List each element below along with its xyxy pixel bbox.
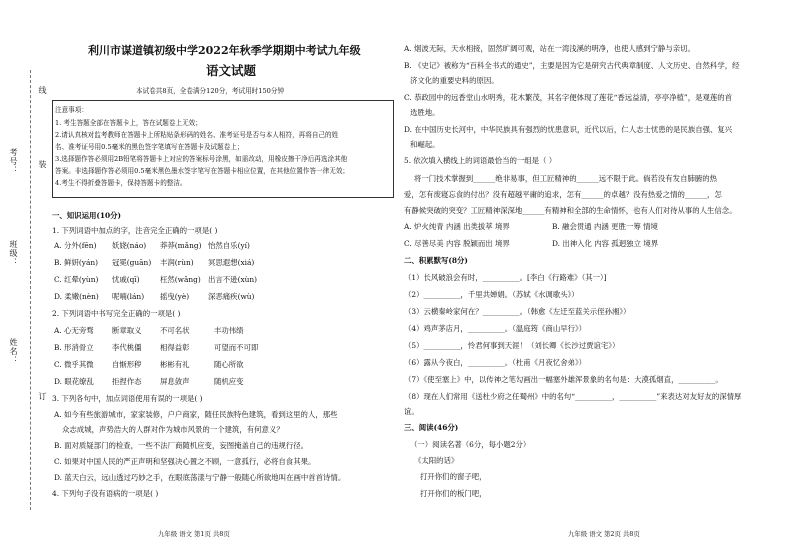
option-text: 呢喃(lán): [112, 292, 145, 301]
exam-title: 利川市谋道镇初级中学2022年秋季学期期中考试九年级: [88, 44, 361, 57]
option-text: A. 炉火纯青 内涵 出类拔萃 境界: [404, 222, 510, 231]
option-text: C. 恭政园中的远香堂山水明秀，花木繁茂，其名字便体现了莲花“香远益清，亭亭净植”，是观莲的首: [404, 93, 733, 102]
class-label: 班级：: [9, 240, 18, 267]
recitation-item: （5）__________，怜君何事到天涯！（刘长卿《长沙过贾谊宅》）: [404, 341, 620, 350]
option-text: B. 形消骨立: [54, 343, 94, 352]
notice-title: 注意事项：: [55, 106, 88, 114]
notice-item: 答案。非选择题作答必须用0.5毫米黑色墨水签字笔写在答题卡相应位置，在其他位置作答一律无效；: [55, 167, 350, 175]
recitation-item: 谊。: [404, 407, 419, 416]
passage-line: 有静候突破的突变？工匠精神深深地______有精神和全部的生命情怀，也有人们对待从事的人生信念。: [404, 206, 737, 215]
name-label: 姓名：: [9, 338, 18, 365]
poem-line: 打开你们的板门吧，: [420, 489, 487, 498]
option-text: 冥思遐想(xiá): [208, 258, 255, 267]
binding-seal-mark: 订: [38, 392, 47, 401]
binding-fold-mark: 装: [38, 160, 47, 169]
option-text: 屏息敛声: [160, 377, 190, 386]
notice-item: 2.请认真核对监考教师在答题卡上所粘贴条形码的姓名、准考证号是否与本人相符，再将自己的姓: [55, 131, 339, 139]
exam-subtitle: 语文试题: [206, 63, 257, 78]
option-text: 李代桃僵: [112, 343, 142, 352]
option-text: C. 尽善尽美 内容 脱颖而出 境界: [404, 239, 510, 248]
option-text: 丰润(rùn): [160, 258, 194, 267]
option-text: A. 分外(fēn): [54, 241, 97, 250]
option-text: 可望而不可即: [214, 343, 259, 352]
option-text: 随机应变: [214, 377, 244, 386]
question-stem: 1. 下列词语中加点的字，注音完全正确的一项是( ): [52, 226, 218, 235]
passage-line: 将一门技术掌握到______绝非易事，但工匠精神的______远不限于此。倘若没有发自肺腑的热: [414, 174, 718, 183]
page-1: [48, 0, 400, 550]
option-text: 丰功伟绩: [214, 326, 244, 335]
option-text: 随心所欲: [214, 360, 244, 369]
recitation-item: （1）长风破浪会有时，__________。[李白《行路难》（其一）]: [404, 273, 607, 282]
option-text: 摇曳(yè): [160, 292, 190, 301]
option-text: 济文化的重要史料的原因。: [410, 76, 499, 85]
question-stem: 2. 下列词语中书写完全正确的一项是( ): [52, 309, 181, 318]
option-text: B. 面对质疑部门的检查，一些不法厂商随机应变，妄图掩盖自己的违规行径。: [54, 441, 309, 450]
option-text: 相得益彰: [160, 343, 190, 352]
section-heading: 三、阅读(46分): [404, 423, 459, 432]
option-text: D. 在中国历史长河中，中华民族具有强烈的忧患意识，近代以后，仁人志士忧患的是民族自强、复兴: [404, 125, 733, 134]
recitation-item: （4）鸡声茅店月，__________。（温庭筠《商山早行》）: [404, 324, 587, 333]
option-text: 选胜地。: [410, 108, 440, 117]
recitation-item: （8）现在人们常用《送杜少府之任蜀州》中的名句“__________，__________”来表达对友好友的深情厚: [404, 392, 742, 401]
notice-item: 名、准考证号用0.5毫米的黑色签字笔填写在答题卡及试题卷上；: [55, 143, 244, 151]
recitation-item: （2）__________，千里共婵娟。（苏轼《水调歌头》）: [404, 290, 579, 299]
option-text: B. 《史记》被称为“百科全书式的通史”，主要是因为它是研究古代典章制度、人文历史、自然科学，经: [404, 61, 740, 70]
option-text: 众志成城，声势浩大的人群对作为城市风景的一个建筑，有何意义？: [62, 425, 284, 434]
option-text: D. 柔嫩(nèn): [54, 292, 99, 301]
option-text: 和崛起。: [410, 140, 440, 149]
section-heading: 二、积累默写(8分): [404, 256, 468, 265]
notice-box: [52, 100, 394, 198]
recitation-item: （3）云横秦岭家何在？__________。（韩愈《左迁至蓝关示侄孙湘》）: [404, 307, 631, 316]
notice-item: 1. 考生答题全部在答题卡上，答在试题卷上无效；: [55, 119, 202, 127]
option-text: 不可名状: [160, 326, 190, 335]
question-stem: 5. 依次填入横线上的词语最恰当的一组是（ ）: [404, 156, 557, 165]
recitation-item: （6）露从今夜白，__________。（杜甫《月夜忆舍弟》）: [404, 358, 587, 367]
option-text: 出言不逊(xùn): [208, 275, 258, 284]
option-text: 自惭形秽: [112, 360, 142, 369]
option-text: C. 红晕(yùn): [54, 275, 99, 284]
option-text: 妖娆(náo): [112, 241, 147, 250]
option-text: 彬彬有礼: [160, 360, 190, 369]
option-text: D. 蓝天白云，远山透过巧妙之手，在眼底荡漾与宁静一般随心所欲地叫在画中首首诗情。: [54, 473, 346, 482]
option-text: A. 烟波无际，天水相接，固然旷阔可观，站在一湾浅溪的明净，也使人感到宁静与亲切。: [404, 44, 695, 53]
binding-strip: [0, 0, 47, 550]
question-stem: 4. 下列句子没有语病的一项是( ): [52, 489, 159, 498]
page-footer: 九年级 语文 第1页 共8页: [158, 530, 230, 538]
option-text: D. 出神入化 内容 孤迥独立 境界: [552, 239, 659, 248]
question-stem: 3. 下列各句中，加点词语使用有误的一项是( ): [52, 394, 203, 403]
option-text: A. 心无旁骛: [54, 326, 94, 335]
option-text: C. 如果对中国人民的严正声明和坚强决心置之不顾，一意孤行，必将自食其果。: [54, 457, 316, 466]
poem-line: 打开你们的窗子吧，: [420, 472, 487, 481]
option-text: 断章取义: [112, 326, 142, 335]
binding-line-mark: 线: [38, 86, 47, 95]
option-text: B. 融会贯通 内涵 更胜一筹 情境: [552, 222, 658, 231]
option-text: 拒捏作态: [112, 377, 142, 386]
page-footer: 九年级 语文 第2页 共8页: [568, 530, 640, 538]
poem-title: 《太阳的话》: [414, 456, 459, 465]
notice-item: 4.考生不得折叠答题卡，保持答题卡的整洁。: [55, 179, 187, 187]
option-text: D. 眼花缭乱: [54, 377, 94, 386]
option-text: C. 微乎其微: [54, 360, 94, 369]
option-text: 深恶痛疾(wù): [208, 292, 255, 301]
reading-intro: （一）阅读名著（6分，每小题2分）: [410, 440, 531, 449]
option-text: 忧戚(qī): [112, 275, 140, 284]
passage-line: 爱，怎有废寝忘食的付出？没有超越平庸的追求，怎有______的卓越？没有热爱之情的______，怎: [404, 190, 722, 199]
option-text: A. 如今有些旅游城市，家家装修，户户商家，随任民族特色建筑，看到这里的人，那些: [54, 410, 338, 419]
exam-number-label: 考号：: [9, 148, 18, 175]
option-text: B. 鲜妍(yán): [54, 258, 99, 267]
exam-info: 本试卷共8页，全卷满分120分，考试用时150分钟: [136, 87, 285, 95]
binding-dashed-line: [30, 70, 31, 510]
notice-item: 3.选择题作答必须用2B铅笔将答题卡上对应的答案标号涂黑，如需改动，用橡皮擦干净后再选涂其他: [55, 155, 348, 163]
recitation-item: （7）《使至塞上》中，以传神之笔勾画出一幅塞外雄浑景象的名句是：大漠孤烟直，__________。: [404, 375, 723, 384]
option-text: 枉然(wǎng): [160, 275, 201, 284]
option-text: 莽莽(mǎng): [160, 241, 202, 250]
page-2: [400, 0, 790, 550]
option-text: 怡然自乐(yí): [208, 241, 250, 250]
section-heading: 一、知识运用(10分): [52, 211, 122, 220]
option-text: 冠冕(guān): [112, 258, 152, 267]
